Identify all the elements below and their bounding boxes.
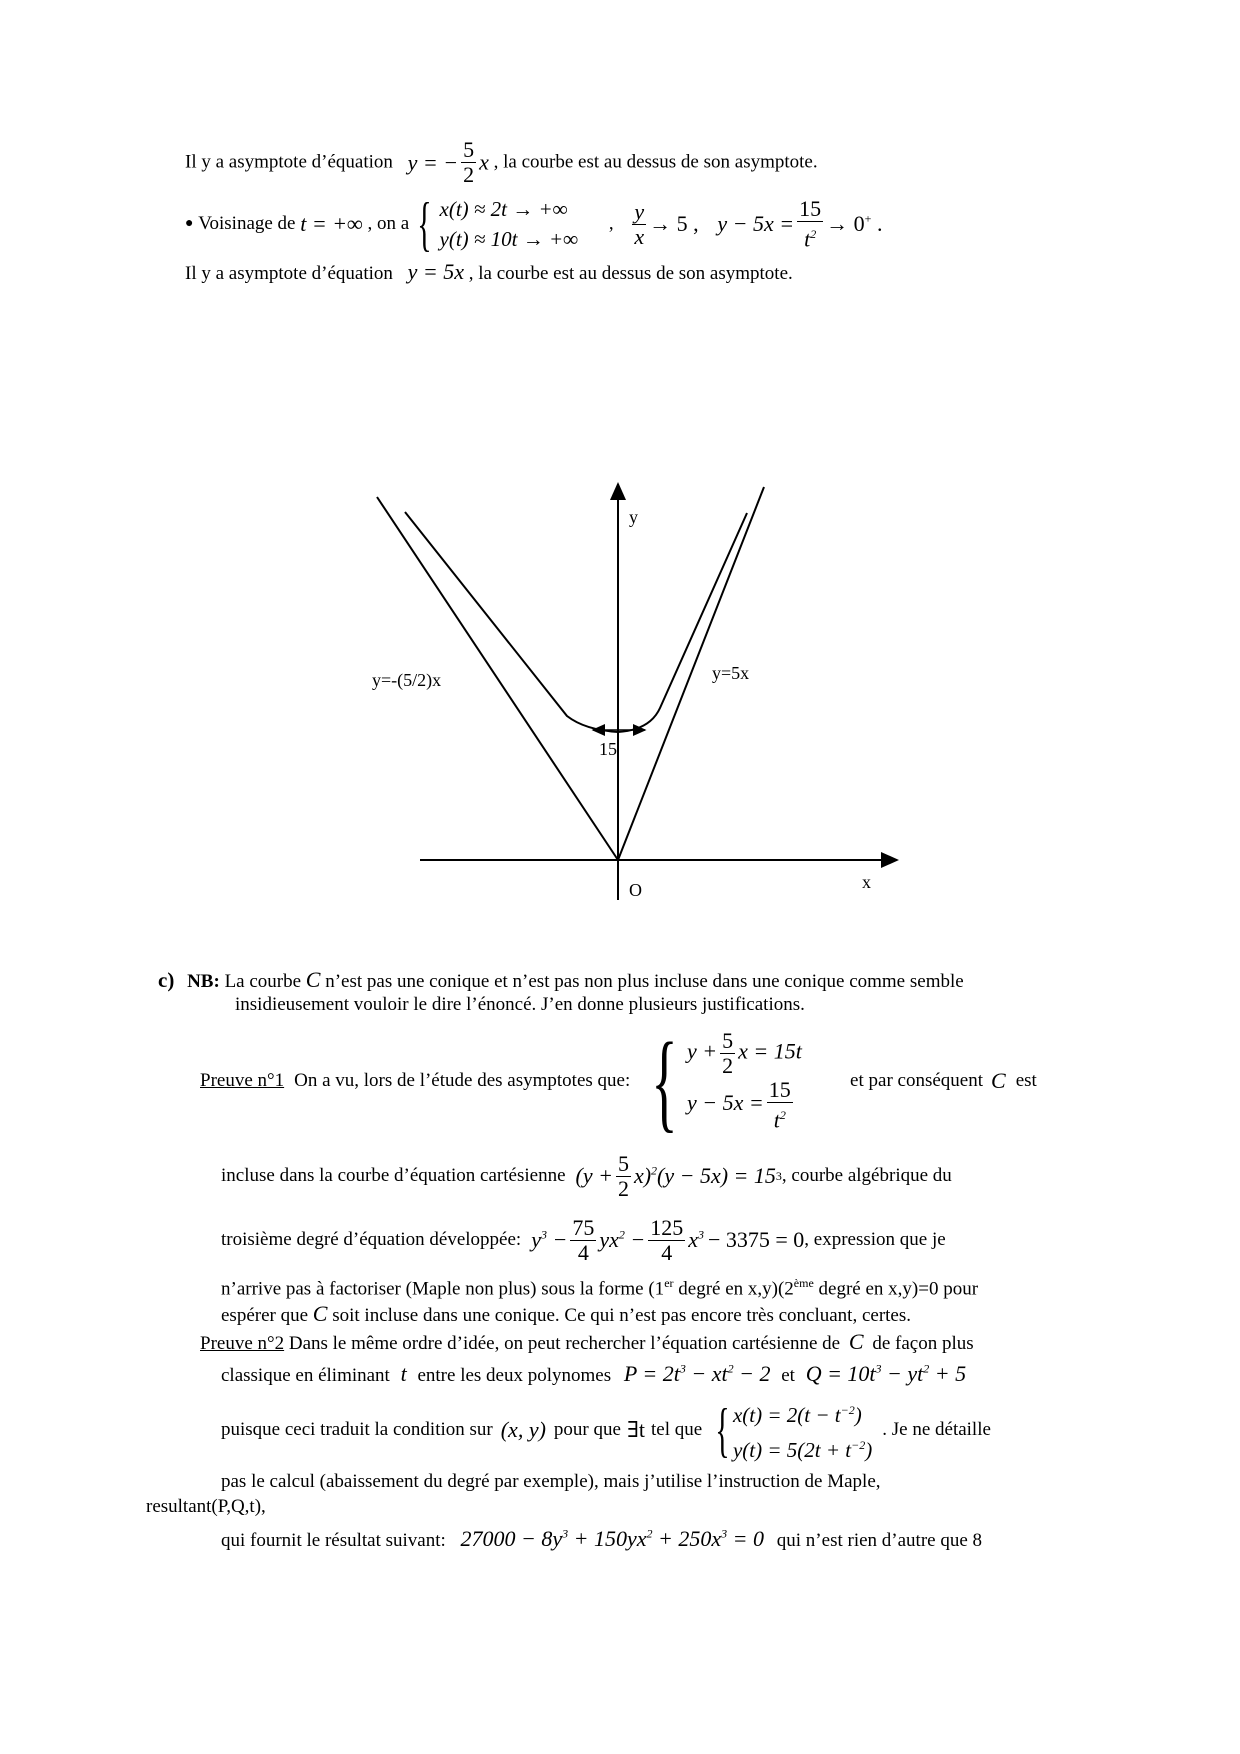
text-l3-pre: Il y a asymptote d’équation bbox=[185, 263, 393, 284]
section-c-line1: c) NB: La courbe C n’est pas une conique et n’est pas non plus incluse dans une conique comme semble bbox=[158, 967, 964, 992]
t-infinity: t = +∞ bbox=[300, 211, 363, 236]
preuve-1-line: Preuve n°1 On a vu, lors de l’étude des asymptotes que: { y + $\frac{5}{2}$ x = 15t y − 5x = $\frac{15}{t^2}$ et par conséquent C est bbox=[200, 1020, 1037, 1142]
text-l2-pre: Voisinage de bbox=[198, 213, 296, 234]
frac-5-2: $\frac{5}{2}$ bbox=[463, 137, 475, 187]
min-value-label: 15 bbox=[599, 739, 617, 759]
system-equivalents: x(t) ≈ 2t → +∞ y(t) ≈ 10t → +∞ bbox=[439, 197, 579, 251]
text-l1-pre: Il y a asymptote d’équation bbox=[185, 151, 393, 173]
preuve-1-system: y + $\frac{5}{2}$ x = 15t y − 5x = $\frac{15}{t^2}$ bbox=[687, 1028, 802, 1133]
preuve-2-label: Preuve n°2 bbox=[200, 1333, 285, 1354]
text-l1-post: , la courbe est au dessus de son asymptote. bbox=[493, 151, 818, 173]
right-asymptote-label: y=5x bbox=[712, 663, 750, 683]
section-marker: c) bbox=[158, 968, 175, 992]
left-asymptote-label: y=-(5/2)x bbox=[372, 670, 442, 690]
inclusion-line: incluse dans la courbe d’équation cartésienne (y + $\frac{5}{2}$ x)$^2$ (y − 5x) = 15 3 , courbe algébrique du bbox=[221, 1150, 952, 1201]
x-axis-label: x bbox=[862, 872, 871, 892]
parametric-system: $x(t) = 2(t - t^{-2})$ $y(t) = 5(2t + t^{-2})$ bbox=[732, 1403, 873, 1462]
origin-label: O bbox=[629, 880, 642, 900]
text-l2-mid: , on a bbox=[367, 213, 410, 234]
elimination-line: classique en éliminant t entre les deux polynomes $P = 2t^3 - xt^2 - 2$ et $Q = 10t^3 - yt^2 + 5$ bbox=[221, 1361, 967, 1386]
voisinage-line: ● Voisinage de t = +∞ , on a { x(t) ≈ 2t → +∞ y(t) ≈ 10t → +∞ , $\frac{y}{x}$ → 5 , y − 5x = $\frac{15}{t^2}$ → 0+ . bbox=[185, 191, 883, 257]
preuve-1-label: Preuve n°1 bbox=[200, 1070, 285, 1091]
preuve-2-line: Preuve n°2 Dans le même ordre d’idée, on peut rechercher l’équation cartésienne de C de façon plus bbox=[200, 1329, 974, 1354]
resultant-line: resultant(P,Q,t), bbox=[146, 1496, 266, 1517]
developed-equation-line: troisième degré d’équation développée: $y^3$ − $\frac{75}{4}$ $yx^2$ − $\frac{125}{4}$ $x^3$ − 3375 = 0 , expression que je bbox=[221, 1214, 946, 1265]
result-line: qui fournit le résultat suivant: $27000 - 8y^3 + 150yx^2 + 250x^3 = 0$ qui n’est rien d’autre que 8 bbox=[221, 1526, 983, 1551]
factorisation-line: n’arrive pas à factoriser (Maple non plus) sous la forme (1er degré en x,y)(2ème degré en x,y)=0 pour bbox=[221, 1276, 979, 1300]
section-c-line2: insidieusement vouloir le dire l’énoncé. J’en donne plusieurs justifications. bbox=[235, 994, 805, 1015]
calcul-line: pas le calcul (abaissement du degré par exemple), mais j’utilise l’instruction de Maple, bbox=[221, 1471, 881, 1492]
asymptote-line-1: Il y a asymptote d’équation y = − $\frac{5}{2}$ x , la courbe est au dessus de son asymptote. bbox=[185, 137, 818, 187]
eq-y-5x: y = 5x bbox=[407, 259, 465, 284]
y-axis-label: y bbox=[629, 507, 638, 527]
text-l3-post: , la courbe est au dessus de son asymptote. bbox=[468, 263, 793, 284]
nb-label: NB: bbox=[187, 971, 220, 992]
bullet: ● bbox=[185, 216, 194, 231]
curve-c bbox=[405, 512, 750, 732]
hope-line: espérer que C soit incluse dans une conique. Ce qui n’est pas encore très concluant, certes. bbox=[221, 1301, 912, 1326]
condition-line: puisque ceci traduit la condition sur (x, y) pour que ∃t tel que { $x(t) = 2(t - t^{-2})$ $y(t) = 5(2t + t^{-2})$ . Je ne détaille bbox=[221, 1397, 991, 1463]
